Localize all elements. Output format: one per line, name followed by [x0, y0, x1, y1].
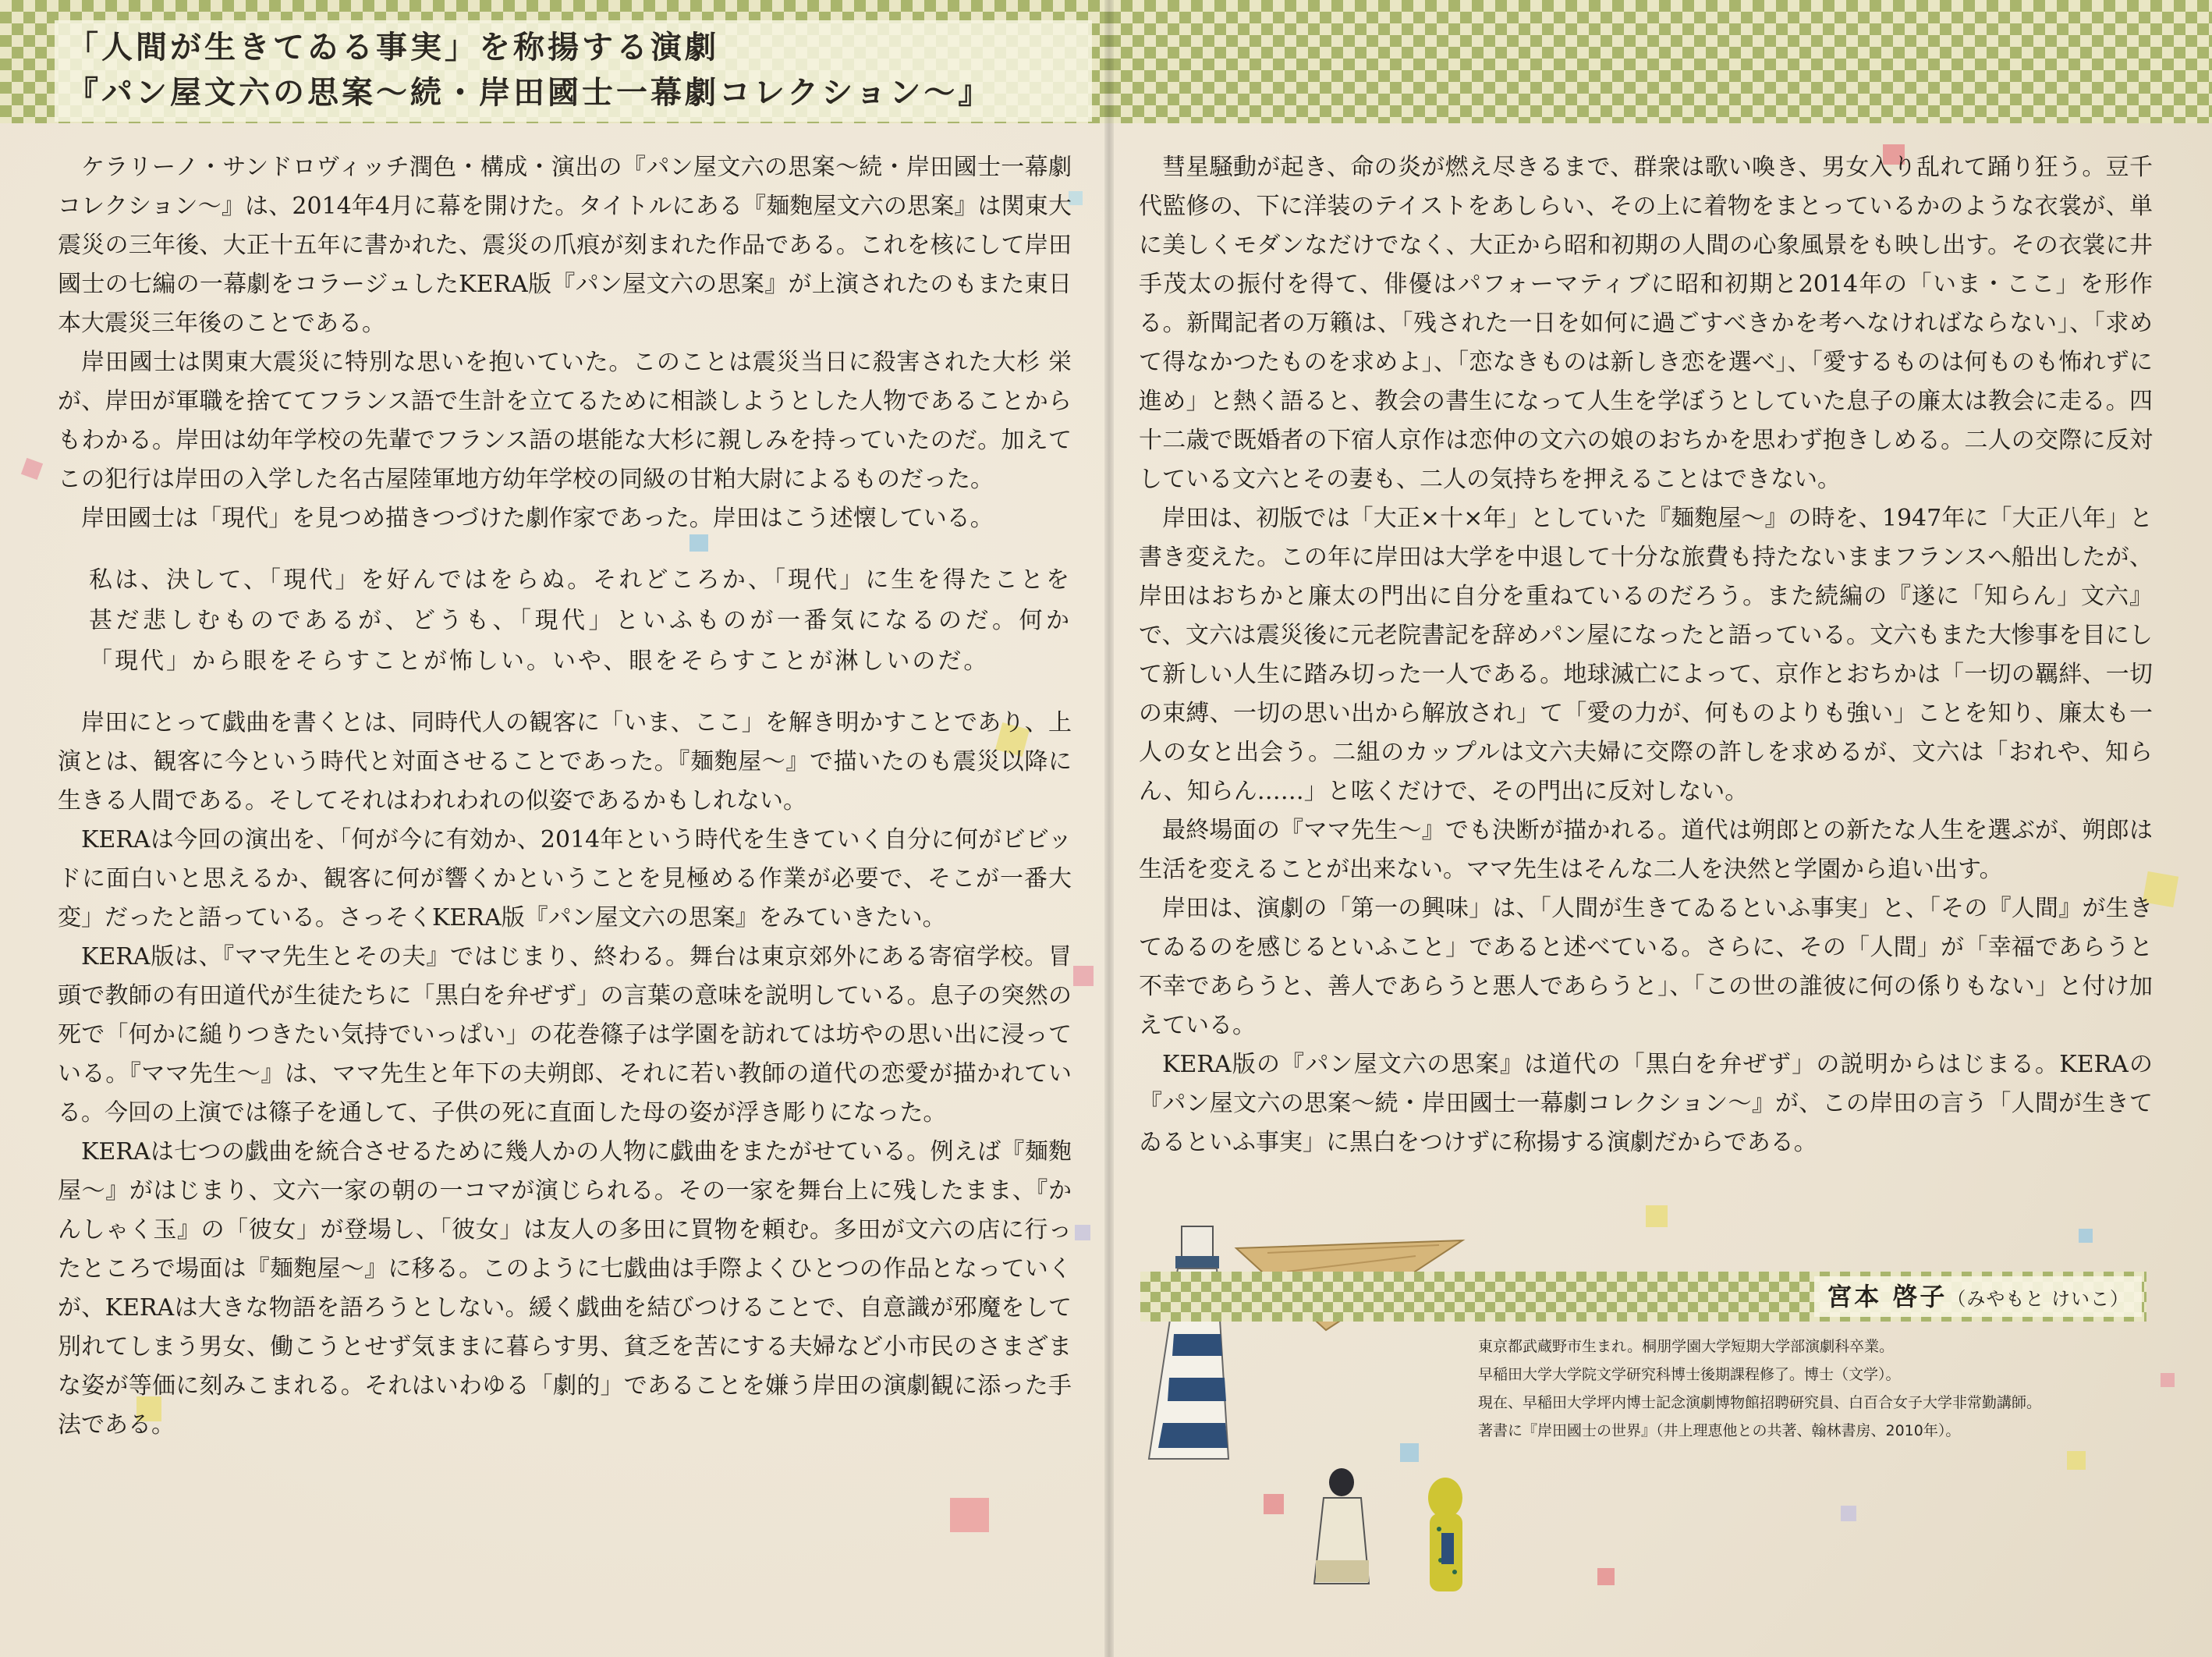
paragraph: 岸田國士は関東大震災に特別な思いを抱いていた。このことは震災当日に殺害された大杉 栄が、岸田が軍職を捨ててフランス語で生計を立てるために相談しようとした人物であることからもわかる。岸田は幼年学校の先輩でフランス語の堪能な大杉に親しみを持っていたのだ。加えてこの犯行は岸田の入学した名古屋陸軍地方幼年学校の同級の甘粕大尉によるものだった。: [58, 349, 1072, 493]
paragraph: KERAは今回の演出を、「何が今に有効か、2014年という時代を生きていく自分に何がビビッドに面白いと思えるか、観客に何が響くかということを見極める作業が必要で、そこが一番大変」だったと語っている。さっそくKERA版『パン屋文六の思案』をみていきたい。: [58, 826, 1072, 931]
left-column-text: [58, 148, 1072, 1445]
bio-line: 東京都武蔵野市生まれ。桐朋学園大学短期大学部演劇科卒業。: [1478, 1338, 1895, 1355]
author-name-text: 宮本 啓子: [1827, 1282, 1948, 1311]
confetti-decoration: [1646, 1205, 1668, 1227]
paragraph: 彗星騒動が起き、命の炎が燃え尽きるまで、群衆は歌い喚き、男女入り乱れて踊り狂う。豆千代監修の、下に洋装のテイストをあしらい、その上に着物をまとっているかのような衣裳が、単に美しくモダンなだけでなく、大正から昭和初期の人間の心象風景をも映し出す。その衣裳に井手茂太の振付を得て、俳優はパフォーマティブに昭和初期と2014年の「いま・ここ」を形作る。新聞記者の万籟は、「残された一日を如何に過ごすべきかを考へなければならない」、「求めて得なかつたものを求めよ」、「恋なきものは新しき恋を選べ」、「愛するものは何ものも怖れずに進め」と熱く語ると、教会の書生になって人生を学ぼうとしていた息子の廉太は教会に走る。四十二歳で既婚者の下宿人京作は恋仲の文六の娘のおちかを思わず抱きしめる。二人の交際に反対している文六とその妻も、二人の気持ちを押えることはできない。: [1139, 154, 2153, 493]
confetti-decoration: [1597, 1568, 1615, 1585]
bio-line: 早稲田大学大学院文学研究科博士後期課程修了。博士（文学）。: [1478, 1366, 1901, 1383]
block-quote: 私は、決して、「現代」を好んではをらぬ。それどころか、「現代」に生を得たことを甚だ悲しむものであるが、どうも、「現代」といふものが一番気になるのだ。何か「現代」から眼をそらすことが怖しい。いや、眼をそらすことが淋しいのだ。: [89, 566, 1072, 675]
confetti-decoration: [2067, 1451, 2086, 1470]
paragraph: KERA版は、『ママ先生とその夫』ではじまり、終わる。舞台は東京郊外にある寄宿学校。冒頭で教師の有田道代が生徒たちに「黒白を弁ぜず」の言葉の意味を説明している。息子の突然の死で「何かに縋りつきたい気持でいっぱい」の花巻篠子は学園を訪れては坊やの思い出に浸っている。『ママ先生〜』は、ママ先生と年下の夫朔郎、それに若い教師の道代の恋愛が描かれている。今回の上演では篠子を通して、子供の死に直面した母の姿が浮き彫りになった。: [58, 943, 1072, 1127]
paragraph: KERA版の『パン屋文六の思案』は道代の「黒白を弁ぜず」の説明からはじまる。KERAの『パン屋文六の思案〜続・岸田國士一幕劇コレクション〜』が、この岸田の言う「人間が生きてゐるといふ事実」に黒白をつけずに称揚する演劇だからである。: [1139, 1051, 2153, 1156]
author-reading: （みやもと けいこ）: [1947, 1288, 2129, 1310]
author-bio: [1478, 1332, 2164, 1445]
figure-shape: [1314, 1468, 1369, 1584]
page-gutter: [1104, 0, 1114, 1657]
confetti-decoration: [2079, 1229, 2093, 1243]
right-column-text: [1139, 148, 2153, 1162]
author-name: [1814, 1276, 2142, 1317]
bio-line: 著書に『岸田國士の世界』（井上理恵他との共著、翰林書房、2010年）。: [1478, 1422, 1961, 1439]
paragraph: 岸田にとって戯曲を書くとは、同時代人の観客に「いま、ここ」を解き明かすことであり、上演とは、観客に今という時代と対面させることであった。『麺麭屋〜』で描いたのも震災以降に生きる人間である。そしてそれはわれわれの似姿であるかもしれない。: [58, 709, 1072, 814]
paragraph: 最終場面の『ママ先生〜』でも決断が描かれる。道代は朔郎との新たな人生を選ぶが、朔郎は生活を変えることが出来ない。ママ先生はそんな二人を決然と学園から追い出す。: [1139, 817, 2153, 883]
bio-line: 現在、早稲田大学坪内博士記念演劇博物館招聘研究員、白百合女子大学非常勤講師。: [1478, 1394, 2042, 1411]
confetti-decoration: [1075, 1225, 1090, 1240]
article-title: [55, 20, 1092, 122]
figure-shape: [1428, 1478, 1462, 1591]
paragraph: ケラリーノ・サンドロヴィッチ潤色・構成・演出の『パン屋文六の思案〜続・岸田國士一幕劇コレクション〜』は、2014年4月に幕を開けた。タイトルにある『麺麭屋文六の思案』は関東大震災の三年後、大正十五年に書かれた、震災の爪痕が刻まれた作品である。これを核にして岸田國士の七編の一幕劇をコラージュしたKERA版『パン屋文六の思案』が上演されたのもまた東日本大震災三年後のことである。: [58, 154, 1072, 337]
lighthouse-shape: [1149, 1226, 1228, 1459]
confetti-decoration: [21, 458, 43, 480]
paragraph: 岸田は、演劇の「第一の興味」は、「人間が生きてゐるといふ事実」と、「その『人間』が生きてゐるのを感じるといふこと」であると述べている。さらに、その「人間」が「幸福であらうと不幸であらうと、善人であらうと悪人であらうと」、「この世の誰彼に何の係りもない」と付け加えている。: [1139, 895, 2153, 1039]
confetti-decoration: [950, 1498, 989, 1532]
confetti-decoration: [1841, 1506, 1856, 1521]
title-line-2: 『パン屋文六の思案〜続・岸田國士一幕劇コレクション〜』: [67, 75, 993, 111]
author-pattern-bar: [1140, 1272, 2146, 1322]
paragraph: 岸田は、初版では「大正×十×年」としていた『麺麭屋〜』の時を、1947年に「大正八年」と書き変えた。この年に岸田は大学を中退して十分な旅費も持たないままフランスへ船出したが、岸田はおちかと廉太の門出に自分を重ねているのだろう。また続編の『遂に「知らん」文六』で、文六は震災後に元老院書記を辞めパン屋になったと語っている。文六もまた大惨事を目にして新しい人生に踏み切った一人である。地球滅亡によって、京作とおちかは「一切の羈絆、一切の束縛、一切の思い出から解放され」て「愛の力が、何ものよりも強い」ことを知り、廉太も一人の女と出会う。二組のカップルは文六夫婦に交際の許しを求めるが、文六は「おれや、知らん、知らん……」と呟くだけで、その門出に反対しない。: [1139, 505, 2153, 805]
confetti-decoration: [1073, 966, 1094, 986]
paragraph: 岸田國士は「現代」を見つめ描きつづけた劇作家であった。岸田はこう述懐している。: [81, 505, 994, 532]
paragraph: KERAは七つの戯曲を統合させるために幾人かの人物に戯曲をまたがせている。例えば『麺麭屋〜』がはじまり、文六一家の朝の一コマが演じられる。その一家を舞台上に残したまま、『かんしゃく玉』の「彼女」が登場し、「彼女」は友人の多田に買物を頼む。多田が文六の店に行ったところで場面は『麺麭屋〜』に移る。このように七戯曲は手際よくひとつの作品となっていくが、KERAは大きな物語を語ろうとしない。緩く戯曲を結びつけることで、自意識が邪魔をして別れてしまう男女、働こうとせず気ままに暮らす男、貧乏を苦にする夫婦など小市民のさまざまな姿が等価に刻みこまれる。それはいわゆる「劇的」であることを嫌う岸田の演劇観に添った手法である。: [58, 1138, 1072, 1439]
right-pattern-banner: [1109, 0, 2212, 123]
title-line-1: 「人間が生きてゐる事実」を称揚する演劇: [67, 30, 719, 66]
